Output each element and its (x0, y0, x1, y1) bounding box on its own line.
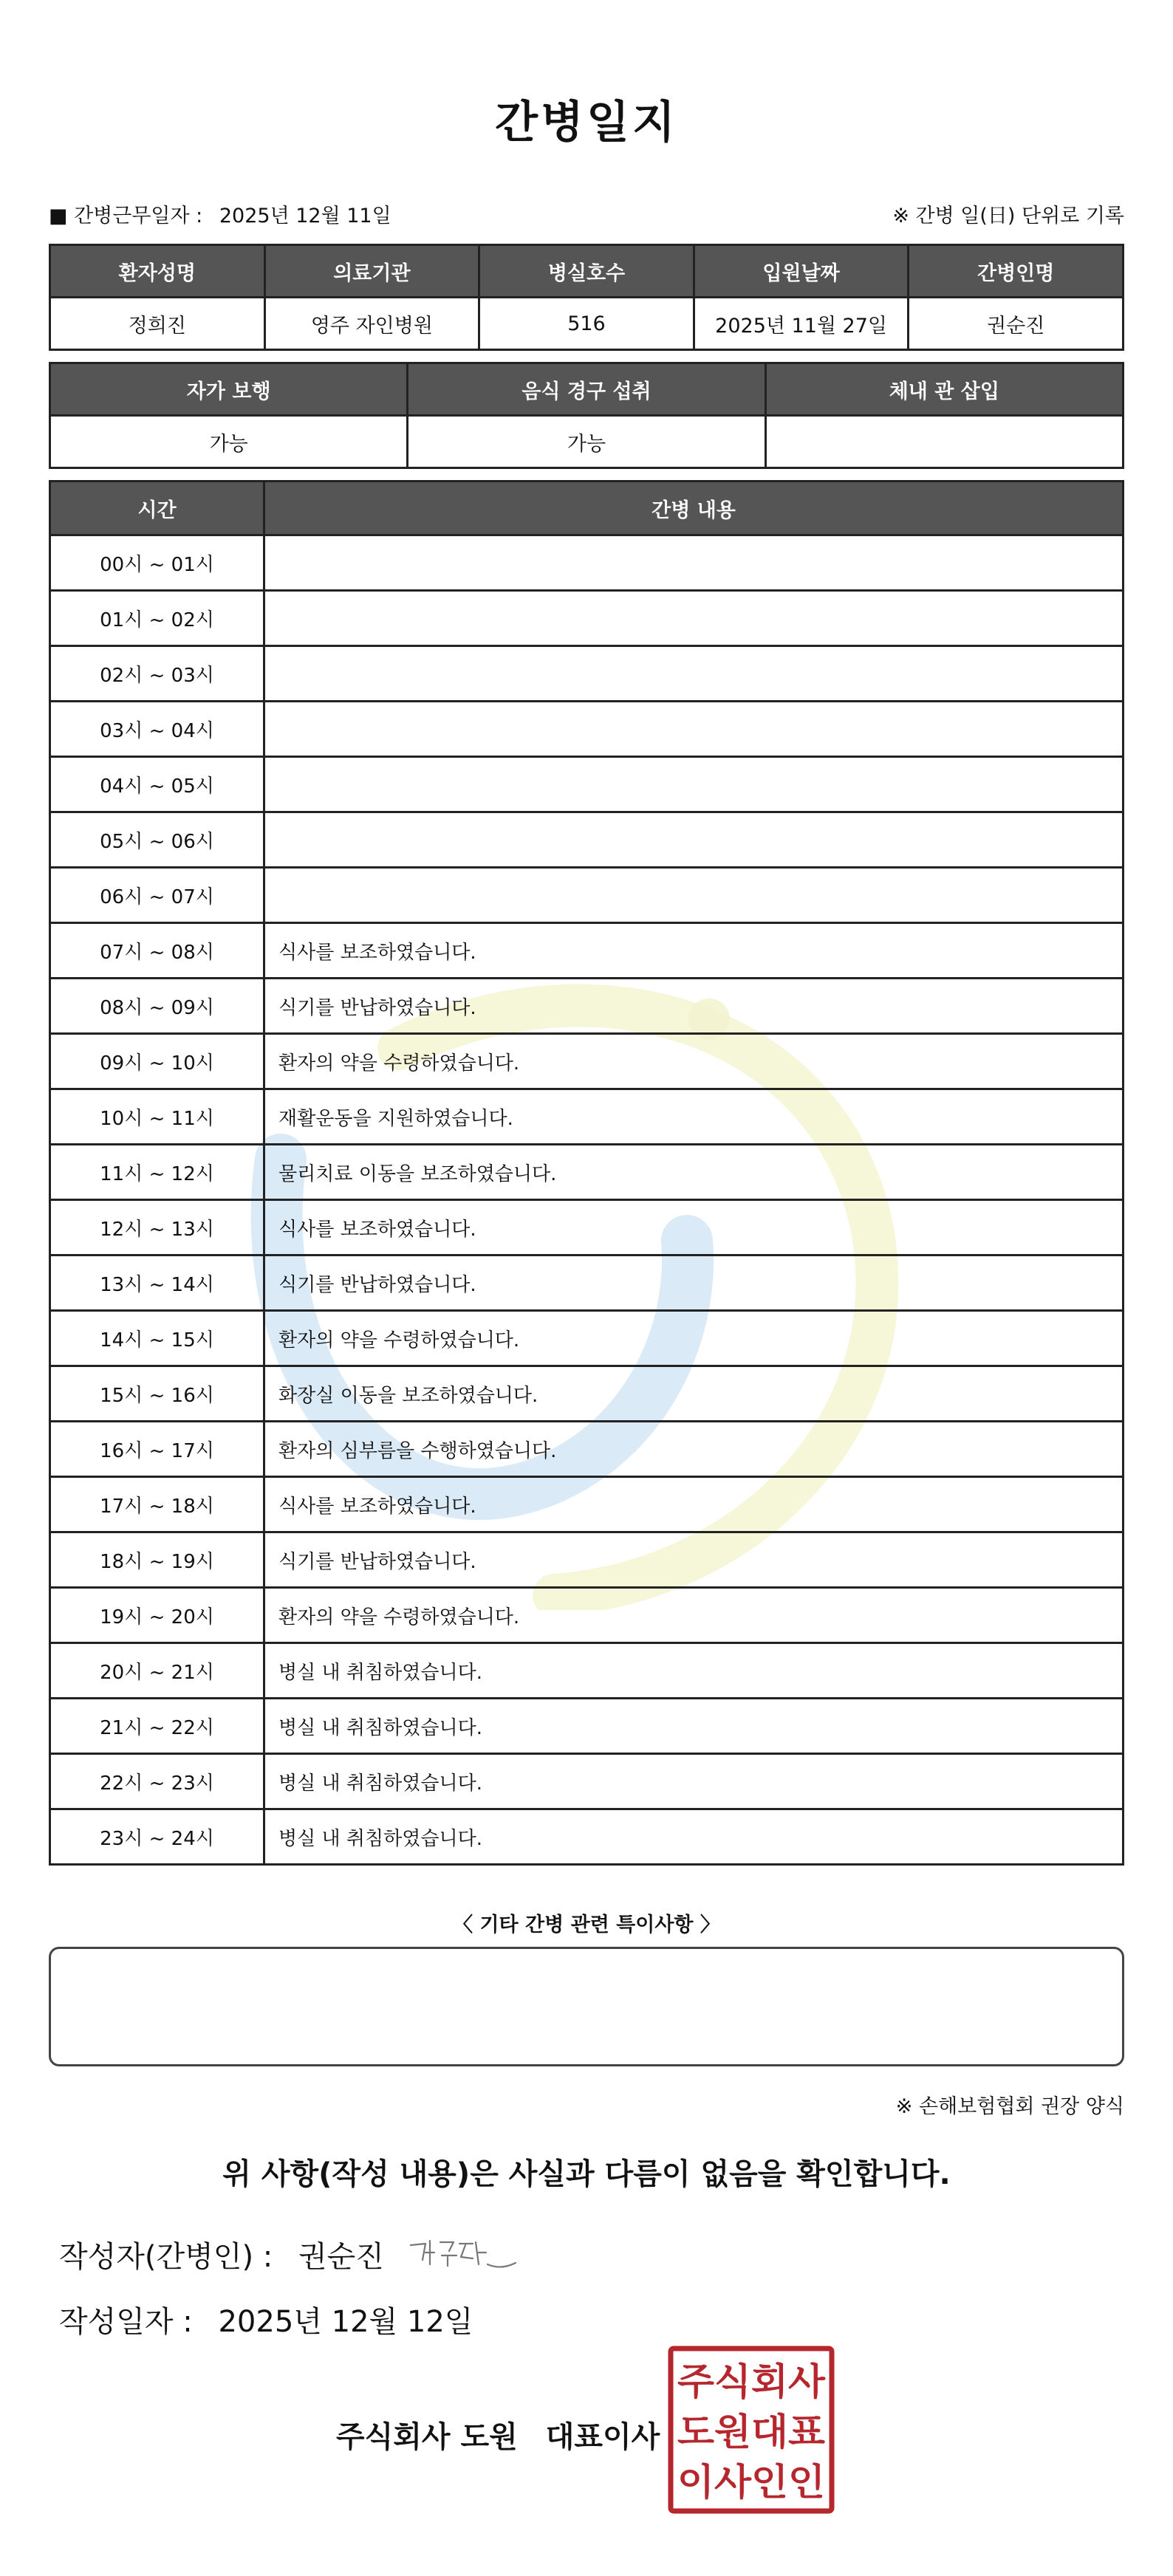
header-patient-name: 환자성명 (50, 245, 265, 298)
admission-date: 2025년 11월 27일 (694, 298, 909, 350)
care-log-content (264, 757, 1124, 812)
header-care-content: 간병 내용 (264, 482, 1124, 535)
care-log-content: 물리치료 이동을 보조하였습니다. (264, 1145, 1124, 1200)
written-date-value: 2025년 12월 12일 (218, 2305, 473, 2339)
care-log-row (50, 1034, 1124, 1089)
care-log-time: 19시 ~ 20시 (50, 1588, 264, 1643)
care-log-time: 11시 ~ 12시 (50, 1145, 264, 1200)
care-log-row (50, 535, 1124, 591)
care-log-content: 환자의 약을 수령하였습니다. (264, 1311, 1124, 1366)
header-room-number: 병실호수 (479, 245, 694, 298)
patient-name: 정희진 (50, 298, 265, 350)
care-log-content: 식사를 보조하였습니다. (264, 923, 1124, 979)
confirmation-statement: 위 사항(작성 내용)은 사실과 다름이 없음을 확인합니다. (222, 2157, 951, 2191)
care-log-content: 환자의 약을 수령하였습니다. (264, 1034, 1124, 1089)
care-log-time: 13시 ~ 14시 (50, 1256, 264, 1311)
recommendation-note: ※ 손해보험협회 권장 양식 (895, 2095, 1124, 2118)
care-log-content (264, 591, 1124, 646)
care-log-time: 10시 ~ 11시 (50, 1089, 264, 1145)
care-log-time: 18시 ~ 19시 (50, 1532, 264, 1588)
care-log-time: 00시 ~ 01시 (50, 535, 264, 591)
status-value-row (50, 416, 1124, 468)
status-header-row (50, 363, 1124, 416)
care-log-row (50, 1200, 1124, 1256)
writer-label: 작성자(간병인) : (59, 2240, 273, 2274)
writer-line (59, 2233, 384, 2275)
care-log-content: 식기를 반납하였습니다. (264, 1532, 1124, 1588)
care-log-time: 06시 ~ 07시 (50, 868, 264, 923)
care-log-row (50, 591, 1124, 646)
care-log-body (50, 535, 1124, 1865)
writer-name: 권순진 (298, 2240, 384, 2274)
care-log-row (50, 1532, 1124, 1588)
seal-text-line: 이사인인 (677, 2461, 825, 2504)
care-log-row (50, 646, 1124, 702)
care-log-time: 17시 ~ 18시 (50, 1477, 264, 1532)
care-log-content: 병실 내 취침하였습니다. (264, 1809, 1124, 1865)
company-name: 주식회사 도원 (336, 2420, 518, 2454)
header-hospital: 의료기관 (264, 245, 479, 298)
care-log-time: 23시 ~ 24시 (50, 1809, 264, 1865)
work-date-line (49, 199, 391, 228)
patient-info-value-row (50, 298, 1124, 350)
care-log-time: 04시 ~ 05시 (50, 757, 264, 812)
care-log-content (264, 868, 1124, 923)
care-log-content: 화장실 이동을 보조하였습니다. (264, 1366, 1124, 1422)
care-log-time: 09시 ~ 10시 (50, 1034, 264, 1089)
care-log-time: 01시 ~ 02시 (50, 591, 264, 646)
company-line (336, 2414, 660, 2456)
care-log-time: 22시 ~ 23시 (50, 1754, 264, 1809)
hospital-name: 영주 자인병원 (264, 298, 479, 350)
seal-text-line: 주식회사 (677, 2360, 826, 2403)
header-caregiver-name: 간병인명 (909, 245, 1124, 298)
care-log-time: 03시 ~ 04시 (50, 702, 264, 757)
record-note: ※ 간병 일(日) 단위로 기록 (892, 205, 1124, 227)
care-log-row (50, 1366, 1124, 1422)
care-log-row (50, 1699, 1124, 1754)
care-log-content: 병실 내 취침하였습니다. (264, 1699, 1124, 1754)
care-log-row (50, 1643, 1124, 1699)
header-tube-insertion: 체내 관 삽입 (765, 363, 1123, 416)
room-number: 516 (479, 298, 694, 350)
care-log-row (50, 868, 1124, 923)
handwritten-signature (405, 2235, 523, 2279)
notes-title: 〈 기타 간병 관련 특이사항 〉 (453, 1914, 720, 1936)
document-title: 간병일지 (495, 97, 678, 148)
care-log-row (50, 757, 1124, 812)
header-self-walking: 자가 보행 (50, 363, 408, 416)
self-walking-value: 가능 (50, 416, 408, 468)
company-seal (668, 2346, 835, 2514)
care-log-content (264, 646, 1124, 702)
care-log-time: 16시 ~ 17시 (50, 1422, 264, 1477)
caregiver-name: 권순진 (909, 298, 1124, 350)
care-log-content (264, 702, 1124, 757)
care-log-content: 환자의 약을 수령하였습니다. (264, 1588, 1124, 1643)
care-log-time: 21시 ~ 22시 (50, 1699, 264, 1754)
care-log-content: 식기를 반납하였습니다. (264, 1256, 1124, 1311)
care-log-row (50, 1588, 1124, 1643)
work-date-label: ■ 간병근무일자 : (49, 205, 203, 227)
care-log-content: 식기를 반납하였습니다. (264, 979, 1124, 1034)
care-log-row (50, 979, 1124, 1034)
care-log-time: 02시 ~ 03시 (50, 646, 264, 702)
care-log-row (50, 923, 1124, 979)
care-log-content (264, 535, 1124, 591)
seal-text-line: 도원대표 (677, 2411, 826, 2453)
oral-intake-value: 가능 (408, 416, 765, 468)
care-log-content: 병실 내 취침하였습니다. (264, 1754, 1124, 1809)
care-log-time: 15시 ~ 16시 (50, 1366, 264, 1422)
care-log-header-row (50, 482, 1124, 535)
care-log-content: 식사를 보조하였습니다. (264, 1200, 1124, 1256)
care-log-content: 재활운동을 지원하였습니다. (264, 1089, 1124, 1145)
header-oral-intake: 음식 경구 섭취 (408, 363, 765, 416)
care-log-content: 병실 내 취침하였습니다. (264, 1643, 1124, 1699)
care-log-row (50, 1089, 1124, 1145)
care-log-time: 20시 ~ 21시 (50, 1643, 264, 1699)
patient-info-header-row (50, 245, 1124, 298)
care-log-time: 05시 ~ 06시 (50, 812, 264, 868)
care-log-row (50, 1809, 1124, 1865)
care-log-row (50, 1145, 1124, 1200)
header-time: 시간 (50, 482, 264, 535)
work-date-value: 2025년 12월 11일 (219, 205, 391, 227)
care-log-row (50, 1477, 1124, 1532)
care-log-time: 14시 ~ 15시 (50, 1311, 264, 1366)
header-admission-date: 입원날짜 (694, 245, 909, 298)
representative-title: 대표이사 (545, 2420, 660, 2454)
care-log-row (50, 1754, 1124, 1809)
care-log-row (50, 1256, 1124, 1311)
care-log-content: 식사를 보조하였습니다. (264, 1477, 1124, 1532)
care-log-row (50, 1422, 1124, 1477)
care-log-time: 07시 ~ 08시 (50, 923, 264, 979)
care-log-content (264, 812, 1124, 868)
care-log-row (50, 702, 1124, 757)
care-log-time: 08시 ~ 09시 (50, 979, 264, 1034)
care-log-content: 환자의 심부름을 수행하였습니다. (264, 1422, 1124, 1477)
written-date-line (59, 2298, 473, 2340)
tube-insertion-value (765, 416, 1123, 468)
care-log-row (50, 1311, 1124, 1366)
care-log-table (49, 480, 1124, 1866)
written-date-label: 작성일자 : (59, 2305, 193, 2339)
care-log-time: 12시 ~ 13시 (50, 1200, 264, 1256)
care-log-row (50, 812, 1124, 868)
patient-status-table (49, 362, 1124, 469)
patient-info-table (49, 244, 1124, 351)
notes-box (49, 1947, 1124, 2066)
